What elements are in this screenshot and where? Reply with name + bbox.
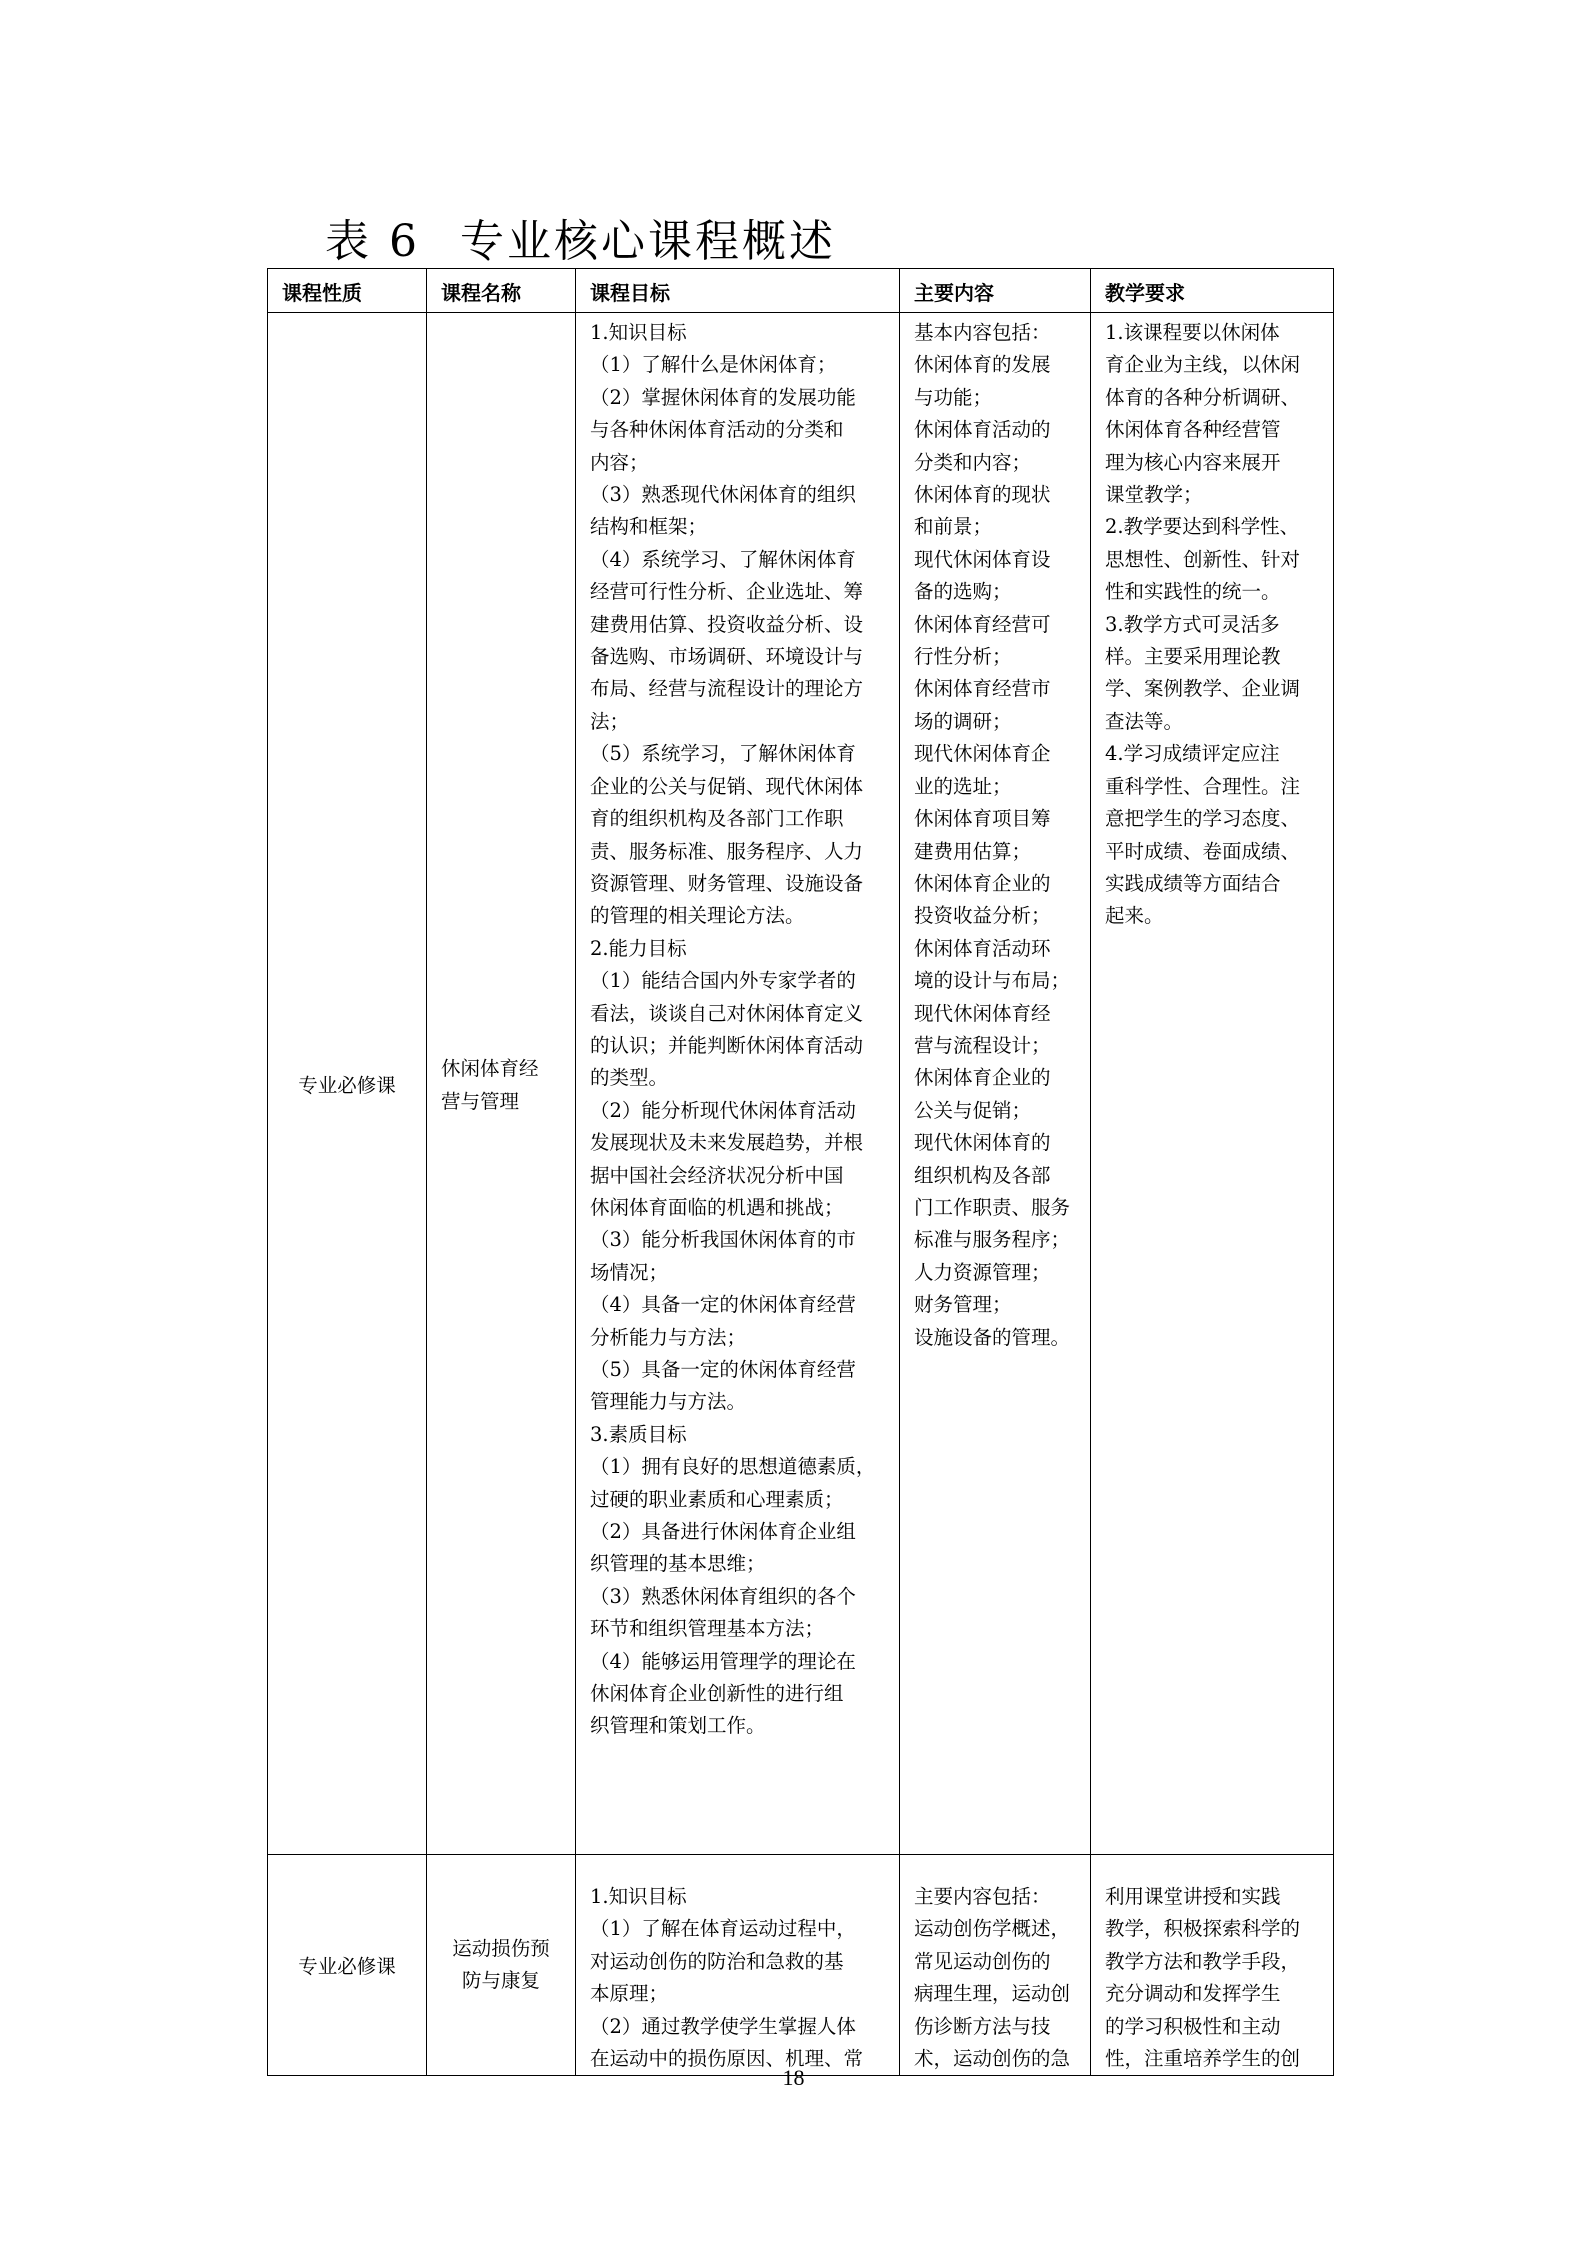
text-line: 人力资源管理； bbox=[914, 1260, 1051, 1284]
text-line: 1.该课程要以休闲体 bbox=[1105, 321, 1280, 344]
course-goals bbox=[576, 1855, 899, 2075]
text-line: 病理生理，运动创 bbox=[914, 1982, 1071, 2006]
text-line: 1.知识目标 bbox=[590, 321, 687, 344]
text-line: 基本内容包括： bbox=[914, 321, 1051, 344]
text-line: （4）系统学习、了解休闲体育 bbox=[590, 547, 856, 571]
text-line: 性和实践性的统一。 bbox=[1105, 580, 1281, 604]
text-line: 运动损伤预 bbox=[452, 1936, 550, 1960]
text-line: 看法，谈谈自己对休闲体育定义 bbox=[590, 1001, 864, 1025]
text-line: 术，运动创伤的急 bbox=[914, 2047, 1071, 2071]
text-line: 休闲体育经营可 bbox=[914, 612, 1051, 636]
text-line: 发展现状及未来发展趋势，并根 bbox=[590, 1131, 864, 1155]
text-line: （1）了解在体育运动过程中， bbox=[590, 1917, 856, 1941]
teaching-requirements bbox=[1091, 1855, 1333, 2075]
text-line: 现代休闲体育的 bbox=[914, 1131, 1051, 1155]
text-line: 过硬的职业素质和心理素质； bbox=[590, 1487, 844, 1511]
text-line: 教学方法和教学手段， bbox=[1105, 1949, 1301, 1973]
course-table bbox=[267, 268, 1334, 2076]
course-type-cell bbox=[268, 313, 427, 1855]
text-line: 建费用估算； bbox=[914, 839, 1032, 863]
text-line: 企业的公关与促销、现代休闲体 bbox=[590, 774, 864, 798]
text-line: （3）熟悉现代休闲体育的组织 bbox=[590, 483, 856, 507]
text-line: 建费用估算、投资收益分析、设 bbox=[590, 612, 864, 636]
text-line: 与功能； bbox=[914, 385, 993, 409]
text-line: 2.能力目标 bbox=[590, 936, 687, 960]
text-line: 布局、经营与流程设计的理论方 bbox=[590, 677, 864, 701]
table-row bbox=[268, 1855, 1334, 2076]
text-line: 学、案例教学、企业调 bbox=[1105, 677, 1301, 701]
text-line: 备的选购； bbox=[914, 580, 1012, 604]
text-line: （5）具备一定的休闲体育经营 bbox=[590, 1358, 856, 1381]
course-name-cell bbox=[427, 313, 576, 1855]
text-line: 门工作职责、服务 bbox=[914, 1195, 1071, 1219]
text-line: 查法等。 bbox=[1105, 709, 1184, 733]
text-line: 平时成绩、卷面成绩、 bbox=[1105, 839, 1301, 863]
course-type: 专业必修课 bbox=[298, 1073, 396, 1097]
main-content bbox=[900, 1855, 1090, 2075]
text-line: 现代休闲体育设 bbox=[914, 547, 1051, 571]
text-line: 的学习积极性和主动 bbox=[1105, 2014, 1281, 2038]
text-line: 标准与服务程序； bbox=[914, 1228, 1071, 1252]
text-line: （1）了解什么是休闲体育； bbox=[590, 353, 837, 377]
text-line: 场情况； bbox=[590, 1260, 669, 1284]
text-line: 行性分析； bbox=[914, 645, 1012, 669]
text-line: 育企业为主线，以休闲 bbox=[1105, 353, 1301, 377]
main-content bbox=[900, 313, 1090, 1354]
text-line: 分析能力与方法； bbox=[590, 1325, 747, 1349]
text-line: 休闲体育经 bbox=[441, 1057, 539, 1081]
text-line: 1.知识目标 bbox=[590, 1885, 687, 1908]
text-line: 据中国社会经济状况分析中国 bbox=[590, 1163, 844, 1187]
text-line: 运动创伤学概述， bbox=[914, 1917, 1071, 1941]
text-line: 责、服务标准、服务程序、人力 bbox=[590, 839, 864, 863]
table-title-text: 专业核心课程概述 bbox=[459, 216, 836, 267]
text-line: 课堂教学； bbox=[1105, 483, 1203, 507]
text-line: 财务管理； bbox=[914, 1293, 1012, 1317]
main-content-cell bbox=[900, 1855, 1091, 2076]
text-line: 休闲体育各种经营管 bbox=[1105, 418, 1281, 442]
text-line: （2）通过教学使学生掌握人体 bbox=[590, 2014, 856, 2038]
text-line: （1）能结合国内外专家学者的 bbox=[590, 969, 856, 993]
text-line: 设施设备的管理。 bbox=[914, 1325, 1071, 1349]
text-line: （1）拥有良好的思想道德素质， bbox=[590, 1455, 876, 1479]
text-line: 重科学性、合理性。注 bbox=[1105, 774, 1301, 798]
text-line: 织管理和策划工作。 bbox=[590, 1714, 766, 1738]
text-line: 休闲体育企业创新性的进行组 bbox=[590, 1682, 844, 1706]
text-line: 性，注重培养学生的创 bbox=[1105, 2047, 1301, 2071]
text-line: 资源管理、财务管理、设施设备 bbox=[590, 871, 864, 895]
text-line: 休闲体育活动的 bbox=[914, 418, 1051, 442]
text-line: 的类型。 bbox=[590, 1066, 669, 1090]
header-teaching-requirements: 教学要求 bbox=[1091, 269, 1334, 313]
text-line: 和前景； bbox=[914, 515, 993, 539]
text-line: 样。主要采用理论教 bbox=[1105, 645, 1281, 669]
text-line: 场的调研； bbox=[914, 709, 1012, 733]
text-line: （3）能分析我国休闲体育的市 bbox=[590, 1228, 856, 1252]
text-line: 组织机构及各部 bbox=[914, 1163, 1051, 1187]
course-type-cell bbox=[268, 1855, 427, 2076]
text-line: 与各种休闲体育活动的分类和 bbox=[590, 418, 844, 442]
course-goals-cell bbox=[576, 313, 900, 1855]
text-line: 休闲体育经营市 bbox=[914, 677, 1051, 701]
text-line: 现代休闲体育经 bbox=[914, 1001, 1051, 1025]
text-line: 防与康复 bbox=[461, 1969, 540, 1993]
header-row bbox=[268, 269, 1334, 313]
text-line: 3.素质目标 bbox=[590, 1422, 687, 1446]
text-line: 业的选址； bbox=[914, 774, 1012, 798]
text-line: （4）具备一定的休闲体育经营 bbox=[590, 1293, 856, 1317]
text-line: 体育的各种分析调研、 bbox=[1105, 385, 1301, 409]
text-line: 备选购、市场调研、环境设计与 bbox=[590, 645, 864, 669]
teaching-requirements bbox=[1091, 313, 1333, 933]
course-type: 专业必修课 bbox=[298, 1955, 396, 1979]
text-line: 理为核心内容来展开 bbox=[1105, 450, 1281, 474]
text-line: 充分调动和发挥学生 bbox=[1105, 1982, 1281, 2006]
text-line: 经营可行性分析、企业选址、筹 bbox=[590, 580, 864, 604]
text-line: 3.教学方式可灵活多 bbox=[1105, 612, 1280, 636]
text-line: 内容； bbox=[590, 450, 649, 474]
text-line: 主要内容包括： bbox=[914, 1885, 1051, 1908]
text-line: 2.教学要达到科学性、 bbox=[1105, 515, 1300, 539]
text-line: 休闲体育的发展 bbox=[914, 353, 1051, 377]
text-line: 境的设计与布局； bbox=[914, 969, 1071, 993]
text-line: 本原理； bbox=[590, 1982, 669, 2006]
course-name bbox=[427, 1933, 575, 1998]
header-course-name: 课程名称 bbox=[427, 269, 576, 313]
text-line: （3）熟悉休闲体育组织的各个 bbox=[590, 1584, 856, 1608]
requirements-cell bbox=[1091, 313, 1334, 1855]
text-line: （4）能够运用管理学的理论在 bbox=[590, 1649, 856, 1673]
text-line: 的管理的相关理论方法。 bbox=[590, 904, 805, 928]
table-title bbox=[325, 205, 836, 269]
course-goals bbox=[576, 313, 899, 1743]
text-line: 实践成绩等方面结合 bbox=[1105, 871, 1281, 895]
text-line: 利用课堂讲授和实践 bbox=[1105, 1885, 1281, 1908]
text-line: （5）系统学习，了解休闲体育 bbox=[590, 742, 856, 766]
table-number: 表 6 bbox=[325, 216, 420, 267]
text-line: 休闲体育面临的机遇和挑战； bbox=[590, 1195, 844, 1219]
text-line: 意把学生的学习态度、 bbox=[1105, 807, 1301, 831]
text-line: 法； bbox=[590, 709, 630, 733]
table-row bbox=[268, 313, 1334, 1855]
text-line: 休闲体育项目筹 bbox=[914, 807, 1051, 831]
text-line: 教学，积极探索科学的 bbox=[1105, 1917, 1301, 1941]
course-name bbox=[427, 1049, 575, 1118]
text-line: 休闲体育企业的 bbox=[914, 1066, 1051, 1090]
text-line: 现代休闲体育企 bbox=[914, 742, 1051, 766]
header-course-type: 课程性质 bbox=[268, 269, 427, 313]
text-line: 休闲体育活动环 bbox=[914, 936, 1051, 960]
page-number: 18 bbox=[782, 2065, 805, 2090]
text-line: 管理能力与方法。 bbox=[590, 1390, 747, 1414]
text-line: 对运动创伤的防治和急救的基 bbox=[590, 1949, 844, 1973]
header-main-content: 主要内容 bbox=[900, 269, 1091, 313]
requirements-cell bbox=[1091, 1855, 1334, 2076]
text-line: 织管理的基本思维； bbox=[590, 1552, 766, 1576]
text-line: 环节和组织管理基本方法； bbox=[590, 1617, 825, 1641]
text-line: 公关与促销； bbox=[914, 1098, 1032, 1122]
header-course-goals: 课程目标 bbox=[576, 269, 900, 313]
text-line: 4.学习成绩评定应注 bbox=[1105, 742, 1280, 766]
text-line: 思想性、创新性、针对 bbox=[1105, 547, 1301, 571]
text-line: 常见运动创伤的 bbox=[914, 1949, 1051, 1973]
text-line: （2）掌握休闲体育的发展功能 bbox=[590, 385, 856, 409]
text-line: 营与流程设计； bbox=[914, 1033, 1051, 1057]
text-line: （2）具备进行休闲体育企业组 bbox=[590, 1520, 856, 1544]
text-line: 伤诊断方法与技 bbox=[914, 2014, 1051, 2038]
main-content-cell bbox=[900, 313, 1091, 1855]
course-goals-cell bbox=[576, 1855, 900, 2076]
text-line: 育的组织机构及各部门工作职 bbox=[590, 807, 844, 831]
text-line: 的认识；并能判断休闲体育活动 bbox=[590, 1033, 864, 1057]
text-line: 结构和框架； bbox=[590, 515, 708, 539]
course-name-cell bbox=[427, 1855, 576, 2076]
text-line: 起来。 bbox=[1105, 904, 1164, 928]
text-line: （2）能分析现代休闲体育活动 bbox=[590, 1098, 856, 1122]
text-line: 在运动中的损伤原因、机理、常 bbox=[590, 2047, 864, 2071]
text-line: 投资收益分析； bbox=[914, 904, 1051, 928]
text-line: 营与管理 bbox=[441, 1089, 520, 1113]
text-line: 休闲体育企业的 bbox=[914, 871, 1051, 895]
text-line: 分类和内容； bbox=[914, 450, 1032, 474]
text-line: 休闲体育的现状 bbox=[914, 483, 1051, 507]
